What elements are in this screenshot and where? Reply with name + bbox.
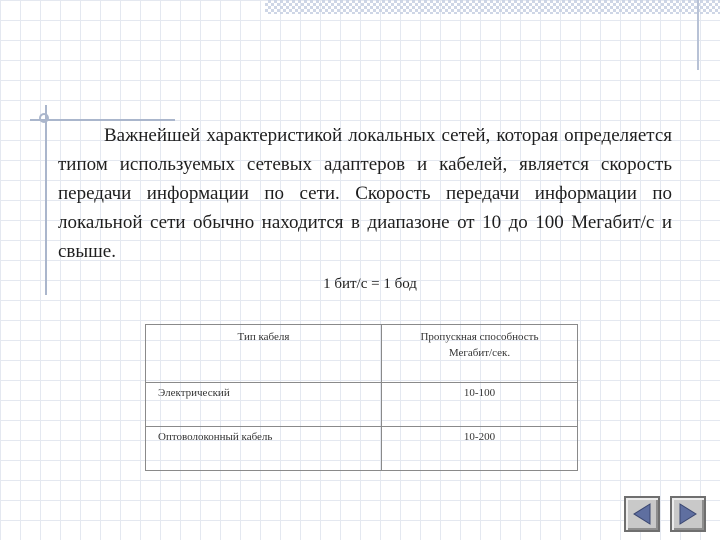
decorative-guide-vertical [45, 105, 47, 295]
header-bandwidth [382, 325, 578, 383]
header-bandwidth-line1: Пропускная способность [420, 331, 539, 343]
decorative-checker-band [265, 0, 720, 14]
table-row [146, 383, 578, 427]
triangle-left-icon [630, 502, 654, 526]
table-row [146, 427, 578, 471]
cable-table [145, 324, 578, 471]
previous-slide-button[interactable] [624, 496, 660, 532]
cable-name-cell: Электрический [146, 383, 382, 427]
formula-text: 1 бит/с = 1 бод [323, 276, 417, 292]
decorative-guide-ring [39, 113, 49, 123]
cable-name-cell: Оптоволоконный кабель [146, 427, 382, 471]
header-bandwidth-line2: Мегабит/сек. [448, 347, 511, 359]
bandwidth-value-cell: 10-100 [382, 383, 578, 427]
header-cable-type: Тип кабеля [146, 325, 382, 383]
bandwidth-value-cell: 10-200 [382, 427, 578, 471]
triangle-right-icon [676, 502, 700, 526]
main-paragraph: Важнейшей характеристикой локальных сетей, которая определяется типом используемых сетевых адаптеров и кабелей, является скорость передачи информации по сети. Скорость передачи информации по локальной сети обычно находится в диапазоне от 10 до 100 Мегабит/с и свыше. [58, 125, 672, 262]
next-slide-button[interactable] [670, 496, 706, 532]
decorative-right-line [697, 0, 699, 70]
table-header-row [146, 325, 578, 383]
